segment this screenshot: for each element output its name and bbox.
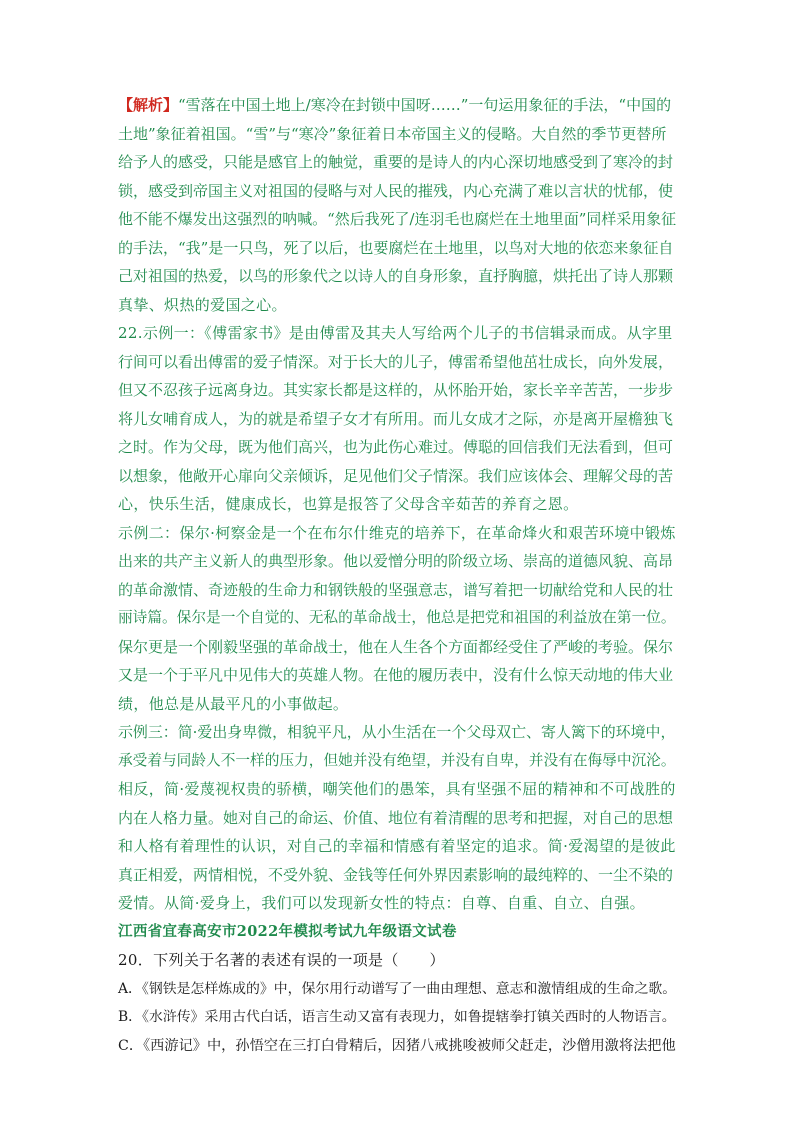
analysis-line xyxy=(118,91,676,120)
example-two-line: 绩，他总是从最平凡的小事做起。 xyxy=(118,694,349,713)
analysis-tag: 【解析】 xyxy=(118,96,179,114)
question-option-b: B．《水浒传》采用古代白话，语言生动又富有表现力，如鲁提辖拳打镇关西时的人物语言。 xyxy=(118,1009,676,1025)
question-20 xyxy=(118,946,676,1060)
example-three-line: 和人格有着理性的认识，对自己的幸福和情感有着坚定的追求。简·爱渴望的是彼此 xyxy=(118,837,676,855)
example-three-line: 真正相爱，两情相悦，不受外貌、金钱等任何外界因素影响的最纯粹的、一尘不染的 xyxy=(118,865,674,884)
q22-line: 以想象，他敞开心扉向父亲倾诉，足见他们父子情深。我们应该体会、理解父母的苦 xyxy=(118,466,674,485)
q22-line: 行间可以看出傅雷的爱子情深。对于长大的儿子，傅雷希望他茁壮成长，向外发展， xyxy=(118,352,674,371)
analysis-line-text: “雪落在中国土地上/寒冷在封锁中国呀……”一句运用象征的手法，“中国的 xyxy=(178,96,672,114)
example-three-line: 爱情。从简·爱身上，我们可以发现新女性的特点：自尊、自重、自立、自强。 xyxy=(118,894,646,912)
analysis-line: 的手法，“我”是一只鸟，死了以后，也要腐烂在土地里，以鸟对大地的依恋来象征自 xyxy=(118,238,674,257)
document-page xyxy=(118,91,676,1060)
q22-line: 之时。作为父母，既为他们高兴，也为此伤心难过。傅聪的回信我们无法看到，但可 xyxy=(118,438,674,456)
analysis-line: 己对祖国的热爱，以鸟的形象代之以诗人的自身形象，直抒胸臆，烘托出了诗人那颗 xyxy=(118,267,674,285)
example-three-line: 承受着与同龄人不一样的压力，但她并没有绝望，并没有自卑，并没有在侮辱中沉沦。 xyxy=(118,751,676,769)
q22-line: 心，快乐生活，健康成长，也算是报答了父母含辛茹苦的养育之恩。 xyxy=(118,495,579,513)
example-three-line: 相反，简·爱蔑视权贵的骄横，嘲笑他们的愚笨，具有坚强不屈的精神和不可战胜的 xyxy=(118,780,676,798)
q22-line: 但又不忍孩子远离身边。其实家长都是这样的，从怀胎开始，家长辛辛苦苦，一步步 xyxy=(118,381,674,399)
example-two-line: 保尔更是一个刚毅坚强的革命战士，他在人生各个方面都经受住了严峻的考验。保尔 xyxy=(118,637,674,656)
q22-line: 22.示例一：《傅雷家书》是由傅雷及其夫人写给两个儿子的书信辑录而成。从字里 xyxy=(118,324,673,342)
example-two-line: 又是一个于平凡中见伟大的英雄人物。在他的履历表中，没有什么惊天动地的伟大业 xyxy=(118,666,674,684)
analysis-line: 锁，感受到帝国主义对祖国的侵略与对人民的摧残，内心充满了难以言状的忧郁，使 xyxy=(118,181,674,200)
analysis-line: 给予人的感受，只能是感官上的触觉，重要的是诗人的内心深切地感受到了寒冷的封 xyxy=(118,153,674,171)
question-option-c: C．《西游记》中，孙悟空在三打白骨精后，因猪八戒挑唆被师父赶走，沙僧用激将法把他 xyxy=(118,1037,676,1054)
example-two xyxy=(118,519,676,719)
example-three-line: 内在人格力量。她对自己的命运、价值、地位有着清醒的思考和把握，对自己的思想 xyxy=(118,808,674,827)
example-two-line: 的革命激情、奇迹般的生命力和钢铁般的坚强意志，谱写着把一切献给党和人民的壮 xyxy=(118,580,674,599)
example-two-line: 出来的共产主义新人的典型形象。他以爱憎分明的阶级立场、崇高的道德风貌、高昂 xyxy=(118,552,674,570)
question-stem: 20．下列关于名著的表述有误的一项是（ ） xyxy=(118,951,445,969)
example-three-line: 示例三：简·爱出身卑微，相貌平凡，从小生活在一个父母双亡、寄人篱下的环境中， xyxy=(118,723,676,741)
example-two-line: 丽诗篇。保尔是一个自觉的、无私的革命战士，他总是把党和祖国的利益放在第一位。 xyxy=(118,609,676,626)
analysis-line: 土地”象征着祖国。“雪”与“寒冷”象征着日本帝国主义的侵略。大自然的季节更替所 xyxy=(118,124,667,143)
q22-line: 将儿女哺育成人，为的就是希望子女才有所用。而儿女成才之际，亦是离开屋檐独飞 xyxy=(118,409,674,428)
q22-example-one xyxy=(118,319,676,519)
analysis-paragraph xyxy=(118,91,676,319)
example-three xyxy=(118,718,676,918)
question-option-a: A．《钢铁是怎样炼成的》中，保尔用行动谱写了一曲由理想、意志和激情组成的生命之歌。 xyxy=(118,980,677,997)
analysis-line: 真挚、炽热的爱国之心。 xyxy=(118,295,287,314)
analysis-line: 他不能不爆发出这强烈的呐喊。“然后我死了/连羽毛也腐烂在土地里面”同样采用象征 xyxy=(118,210,677,228)
exam-heading: 江西省宜春高安市2022年模拟考试九年级语文试卷 xyxy=(118,922,457,940)
example-two-line: 示例二：保尔·柯察金是一个在布尔什维克的培养下，在革命烽火和艰苦环境中锻炼 xyxy=(118,523,676,542)
